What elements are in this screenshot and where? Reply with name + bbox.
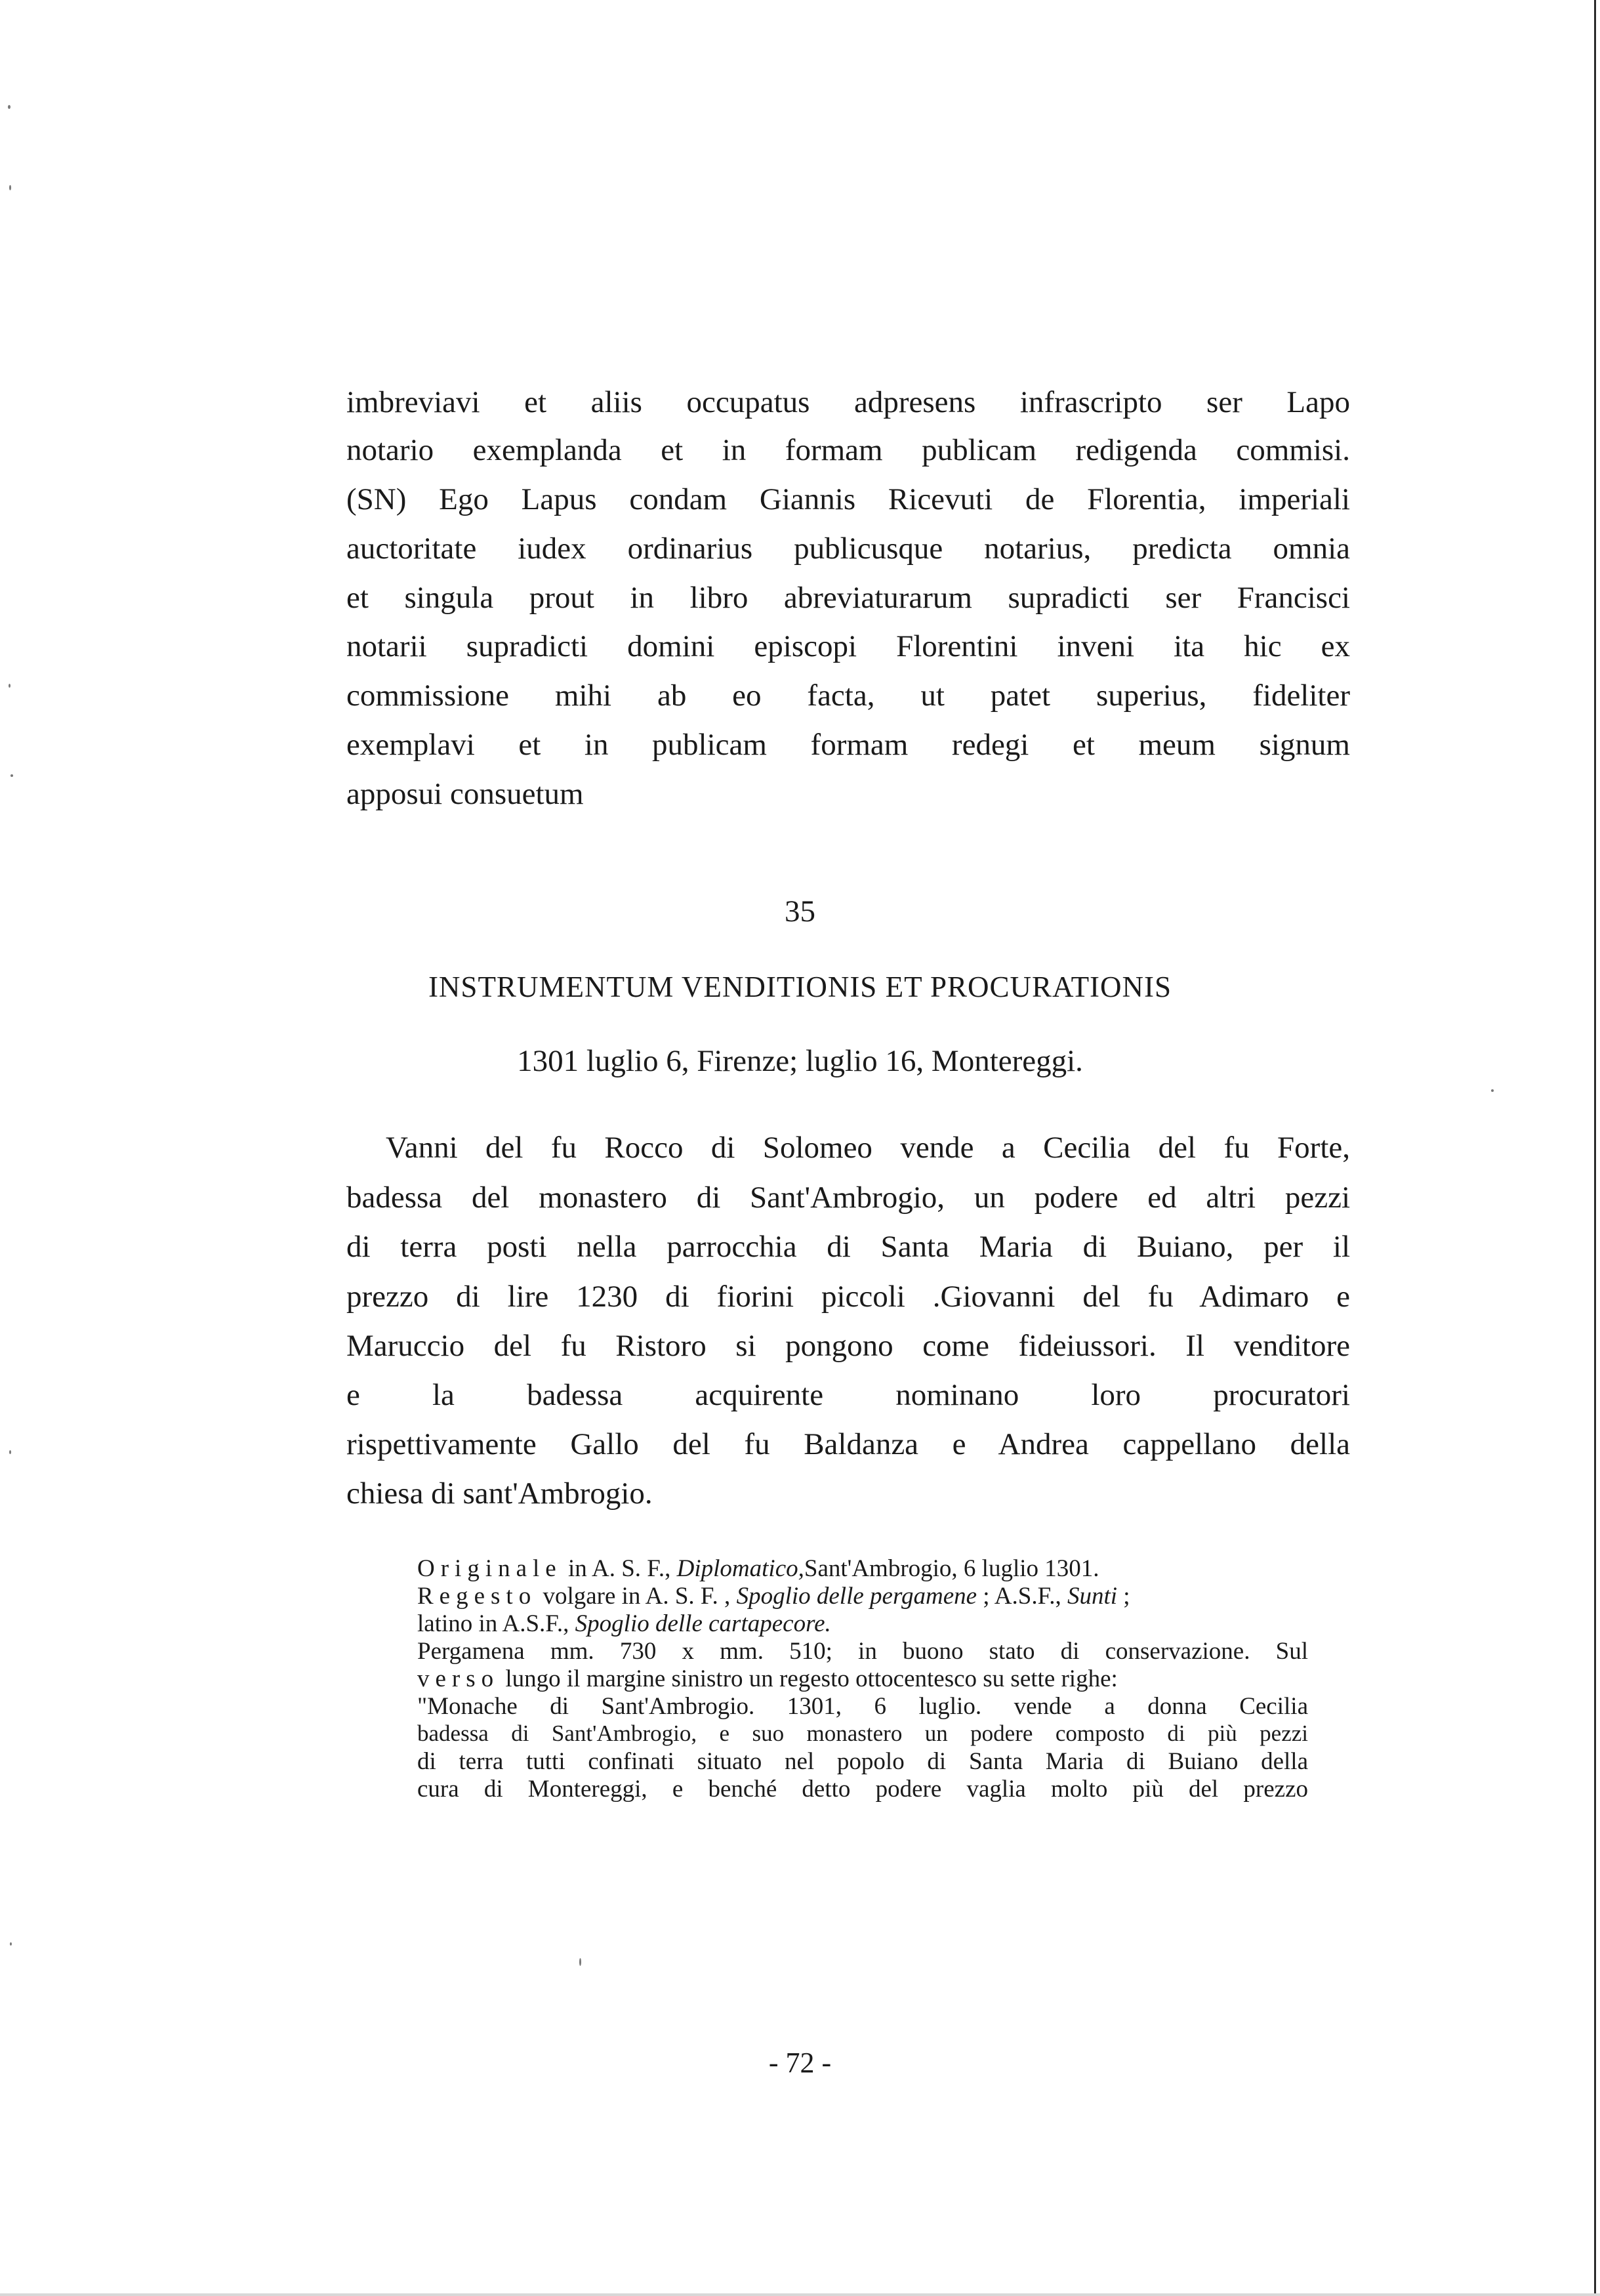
scan-speck bbox=[9, 185, 11, 190]
text-line: notarii supradicti domini episcopi Florentini inveni ita hic ex bbox=[346, 629, 1350, 663]
scan-speck bbox=[9, 684, 10, 688]
pergamena-line: Pergamena mm. 730 x mm. 510; in buono stato di conservazione. Sul bbox=[417, 1638, 1308, 1665]
quote-line: di terra tutti confinati situato nel popolo di Santa Maria di Buiano della bbox=[417, 1748, 1308, 1775]
page-number: - 72 - bbox=[768, 2047, 832, 2079]
originale-source: Diplomatico, bbox=[676, 1555, 804, 1582]
originale-label: Originale bbox=[417, 1555, 562, 1582]
text-line: et singula prout in libro abreviaturarum supradicti ser Francisci bbox=[346, 581, 1350, 615]
text-line: e la badessa acquirente nominano loro procuratori bbox=[346, 1378, 1350, 1412]
document-date-place: 1301 luglio 6, Firenze; luglio 16, Montereggi. bbox=[517, 1044, 1083, 1078]
text-line: commissione mihi ab eo facta, ut patet superius, fideliter bbox=[346, 678, 1350, 713]
verso-line bbox=[417, 1667, 1308, 1691]
verso-label: verso bbox=[417, 1665, 500, 1692]
originale-rest: Sant'Ambrogio, 6 luglio 1301. bbox=[804, 1555, 1099, 1582]
text-line: chiesa di sant'Ambrogio. bbox=[346, 1476, 653, 1511]
quote-line: badessa di Sant'Ambrogio, e suo monastero un podere composto di più pezzi bbox=[417, 1721, 1308, 1746]
originale-line bbox=[417, 1556, 1308, 1581]
regesto-label: Regesto bbox=[417, 1583, 537, 1610]
scan-edge-right bbox=[1594, 0, 1596, 2296]
text-line: badessa del monastero di Sant'Ambrogio, un podere ed altri pezzi bbox=[346, 1180, 1350, 1215]
originale-in: in A. S. F., bbox=[567, 1555, 671, 1582]
regesto-line bbox=[417, 1584, 1308, 1608]
text-line: prezzo di lire 1230 di fiorini piccoli .Giovanni del fu Adimaro e bbox=[346, 1280, 1350, 1314]
quote-line: "Monache di Sant'Ambrogio. 1301, 6 luglio. vende a donna Cecilia bbox=[417, 1693, 1308, 1720]
regesto-mid: ; A.S.F., bbox=[983, 1583, 1061, 1610]
text-line: Maruccio del fu Ristoro si pongono come fideiussori. Il venditore bbox=[346, 1329, 1350, 1363]
scan-speck bbox=[10, 1942, 12, 1946]
text-line: notario exemplanda et in formam publicam redigenda commisi. bbox=[346, 433, 1350, 467]
regesto-end: ; bbox=[1123, 1583, 1130, 1610]
document-title: INSTRUMENTUM VENDITIONIS ET PROCURATIONIS bbox=[428, 971, 1172, 1003]
regesto-in: volgare in A. S. F. , bbox=[543, 1583, 731, 1610]
latino-prefix: latino in A.S.F., bbox=[417, 1610, 569, 1637]
scan-speck bbox=[579, 1958, 581, 1966]
scan-speck bbox=[10, 774, 13, 777]
verso-rest: lungo il margine sinistro un regesto ottocentesco su sette righe: bbox=[505, 1665, 1118, 1692]
scan-speck bbox=[9, 1450, 11, 1454]
regesto-source-2: Sunti bbox=[1067, 1583, 1118, 1610]
text-line: di terra posti nella parrocchia di Santa Maria di Buiano, per il bbox=[346, 1230, 1350, 1264]
latino-source: Spoglio delle cartapecore. bbox=[575, 1610, 831, 1637]
document-number: 35 bbox=[785, 894, 815, 929]
scan-speck bbox=[1491, 1089, 1494, 1092]
text-line: imbreviavi et aliis occupatus adpresens infrascripto ser Lapo bbox=[346, 385, 1350, 419]
text-line: rispettivamente Gallo del fu Baldanza e Andrea cappellano della bbox=[346, 1427, 1350, 1461]
text-line: apposui consuetum bbox=[346, 777, 584, 811]
regesto-source-1: Spoglio delle pergamene bbox=[736, 1583, 977, 1610]
scan-edge-bottom bbox=[0, 2293, 1600, 2296]
text-line: Vanni del fu Rocco di Solomeo vende a Cecilia del fu Forte, bbox=[386, 1131, 1350, 1165]
quote-line: cura di Montereggi, e benché detto podere vaglia molto più del prezzo bbox=[417, 1776, 1308, 1803]
text-line: exemplavi et in publicam formam redegi et meum signum bbox=[346, 728, 1350, 762]
text-line: auctoritate iudex ordinarius publicusque notarius, predicta omnia bbox=[346, 532, 1350, 566]
scan-speck bbox=[8, 105, 10, 109]
text-line: (SN) Ego Lapus condam Giannis Ricevuti de Florentia, imperiali bbox=[346, 482, 1350, 516]
latino-line bbox=[417, 1612, 1308, 1636]
